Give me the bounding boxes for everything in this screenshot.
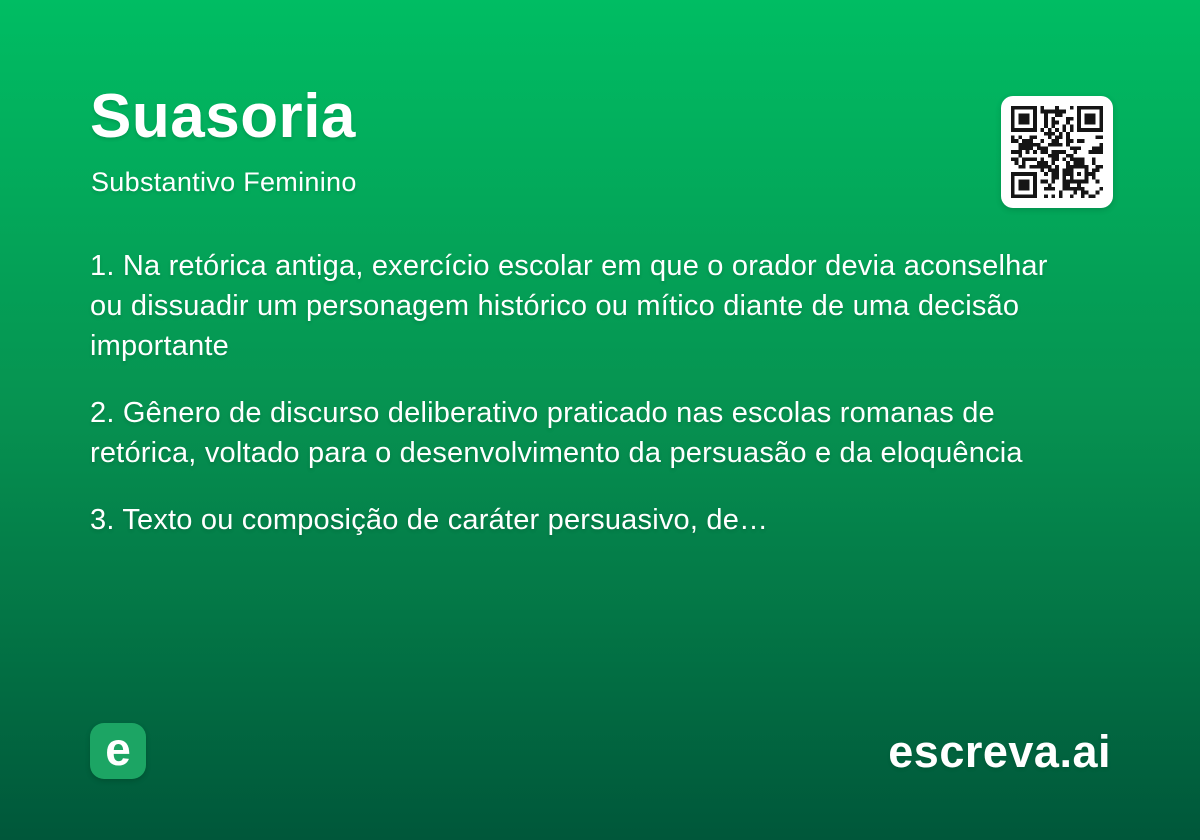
page-title: Suasoria [90,82,356,151]
qr-code-pattern [1011,106,1103,198]
definitions-list [90,246,1065,567]
word-class-label: Substantivo Feminino [91,167,357,197]
definition-item-3: 3. Texto ou composição de caráter persuasivo, de… [90,504,769,536]
qr-code-icon [1001,96,1113,208]
definition-item-2: 2. Gênero de discurso deliberativo praticado nas escolas romanas de retórica, voltado para o desenvolvimento da persuasão e da eloquência [90,397,1023,469]
brand-wordmark: escreva.ai [888,726,1111,777]
definition-item-1: 1. Na retórica antiga, exercício escolar em que o orador devia aconselhar ou dissuadir um personagem histórico ou mítico diante de uma decisão importante [90,250,1048,362]
escreva-logo-badge [90,723,146,779]
logo-letter: e [105,723,131,775]
